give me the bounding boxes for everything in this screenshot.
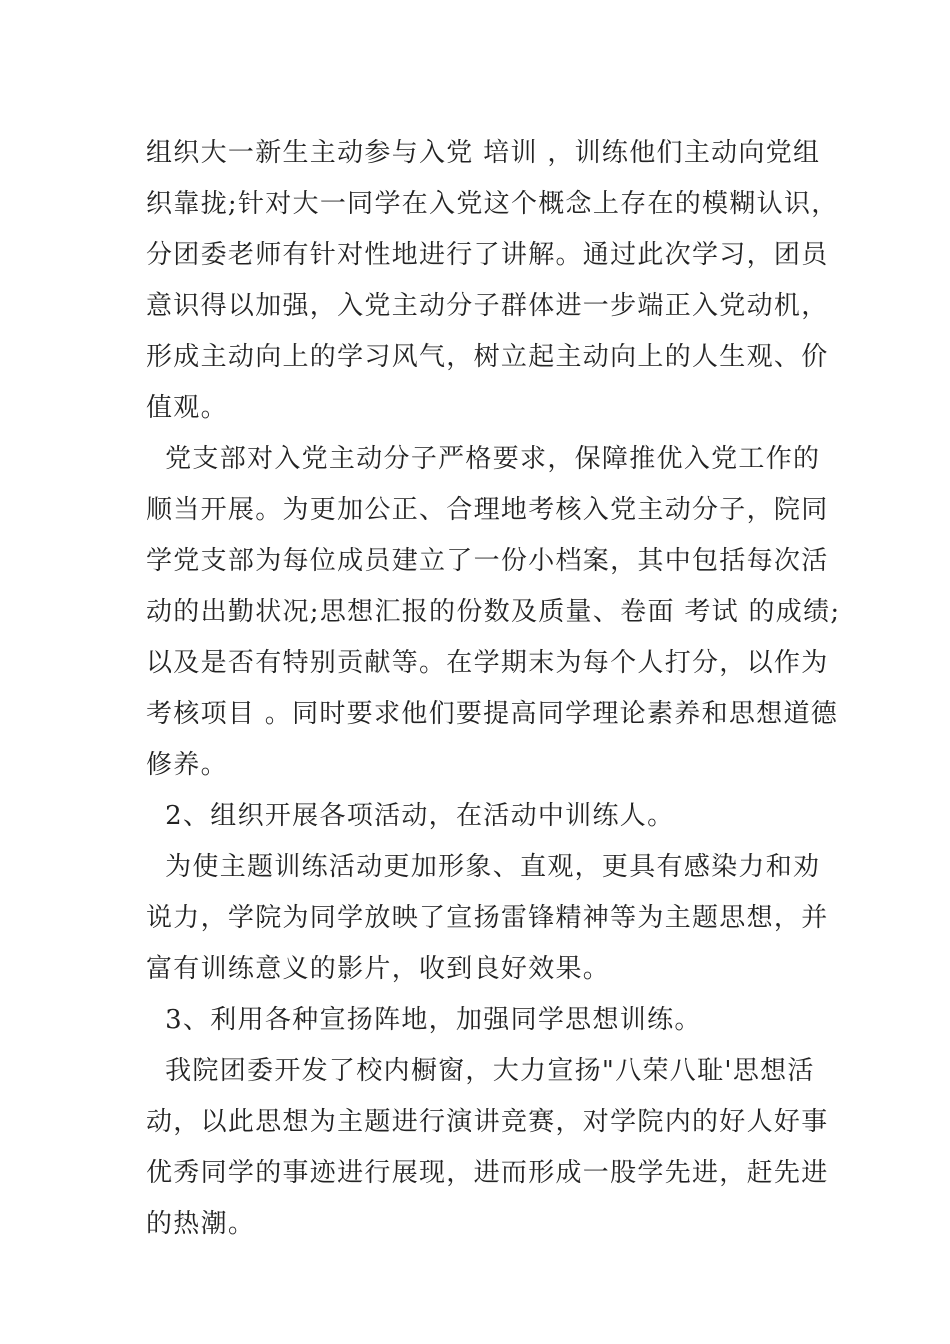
heading-line: 2、组织开展各项活动，在活动中训练人。 — [146, 801, 675, 831]
section-heading-3 — [146, 995, 826, 1046]
section-heading-2 — [146, 791, 826, 842]
text-line: 意识得以加强，入党主动分子群体进一步端正入党动机， — [146, 291, 829, 321]
text-line: 学党支部为每位成员建立了一份小档案，其中包括每次活 — [146, 546, 829, 576]
text-line: 织靠拢;针对大一同学在入党这个概念上存在的模糊认识， — [146, 189, 839, 219]
text-line: 我院团委开发了校内橱窗，大力宣扬"八荣八耻'思想活 — [146, 1056, 815, 1086]
document-body — [146, 128, 841, 1250]
text-line: 顺当开展。为更加公正、合理地考核入党主动分子，院同 — [146, 495, 829, 525]
paragraph-3 — [146, 842, 829, 995]
text-line: 的热潮。 — [146, 1209, 256, 1239]
text-line: 优秀同学的事迹进行展现，进而形成一股学先进，赶先进 — [146, 1158, 829, 1188]
text-line: 富有训练意义的影片，收到良好效果。 — [146, 954, 611, 984]
text-line: 为使主题训练活动更加形象、直观，更具有感染力和劝 — [146, 852, 821, 882]
text-line: 形成主动向上的学习风气，树立起主动向上的人生观、价 — [146, 342, 829, 372]
paragraph-1 — [146, 128, 839, 434]
text-line: 分团委老师有针对性地进行了讲解。通过此次学习，团员 — [146, 240, 829, 270]
text-line: 以及是否有特别贡献等。在学期末为每个人打分，以作为 — [146, 648, 829, 678]
text-line: 值观。 — [146, 393, 228, 423]
text-line: 修养。 — [146, 750, 228, 780]
text-line: 党支部对入党主动分子严格要求，保障推优入党工作的 — [146, 444, 821, 474]
text-line: 组织大一新生主动参与入党 培训 ，训练他们主动向党组 — [146, 138, 821, 168]
text-line: 考核项目 。同时要求他们要提高同学理论素养和思想道德 — [146, 699, 839, 729]
text-line: 说力，学院为同学放映了宣扬雷锋精神等为主题思想，并 — [146, 903, 829, 933]
text-line: 动的出勤状况;思想汇报的份数及质量、卷面 考试 的成绩; — [146, 597, 841, 627]
heading-line: 3、利用各种宣扬阵地，加强同学思想训练。 — [146, 1005, 702, 1035]
paragraph-4 — [146, 1046, 829, 1250]
text-line: 动，以此思想为主题进行演讲竞赛，对学院内的好人好事 — [146, 1107, 829, 1137]
paragraph-2 — [146, 434, 841, 791]
